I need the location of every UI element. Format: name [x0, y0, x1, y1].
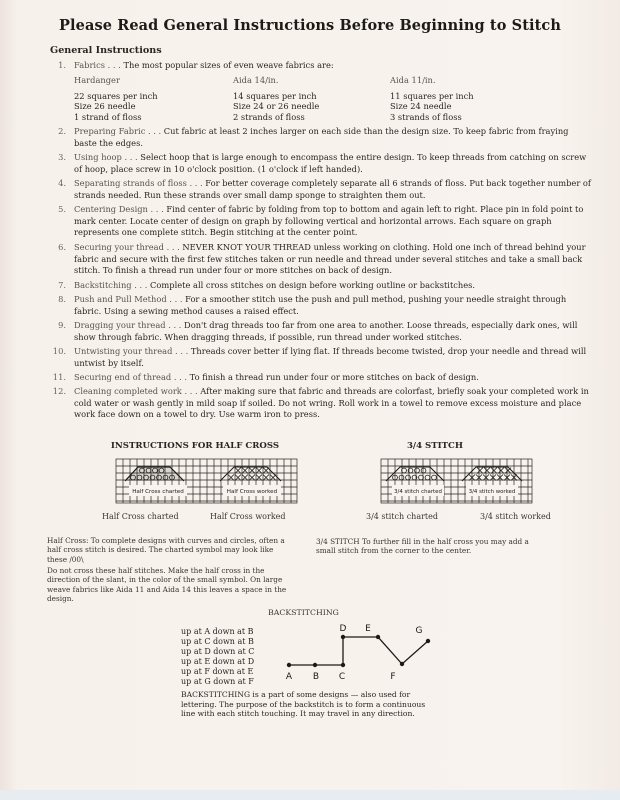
instruction-item — [52, 204, 592, 239]
fabric-spec: 22 squares per inch — [74, 91, 158, 102]
caption-half-cross-charted: Half Cross charted — [102, 512, 179, 521]
inner-label-worked: 3/4 stitch worked — [468, 489, 516, 495]
backstitch-step: up at C down at B — [181, 637, 254, 646]
item-lead: Securing end of thread . . . — [74, 372, 188, 382]
backstitching-title: BACKSTITCHING — [268, 608, 339, 617]
item-number: 4. — [58, 178, 66, 188]
item-text: After making sure that fabric and threads are colorfast, briefly soak your completed work in cold water or wash gently in mild soap if soiled. Do not wring. Roll work in a towel to remove excess moisture and place work face down on a towel to dry. Use warm iron to press. — [74, 386, 589, 420]
item-text: For a smoother stitch use the push and pull method, pushing your needle straight through fabric. Using a sewing method causes a raised effect. — [74, 294, 567, 316]
backstitch-line — [289, 637, 428, 665]
fabric-spec: 11 squares per inch — [390, 91, 474, 102]
inner-label-worked: Half Cross worked — [226, 489, 278, 495]
point-d — [341, 635, 345, 639]
point-f — [400, 662, 404, 666]
backstitch-step: up at G down at F — [181, 677, 254, 686]
item-text: Complete all cross stitches on design before working outline or backstitches. — [147, 280, 476, 290]
charted-symbol — [406, 475, 411, 480]
grid-border — [381, 459, 532, 503]
item-lead: Using hoop . . . — [74, 152, 138, 162]
item-lead: Centering Design . . . — [74, 204, 164, 214]
caption-half-cross-worked: Half Cross worked — [210, 512, 286, 521]
fabric-spec: Size 24 needle — [390, 101, 452, 112]
grid-lines — [381, 459, 532, 503]
item-number: 6. — [58, 242, 66, 252]
charted-symbol — [432, 475, 437, 480]
half-cross-diagram — [115, 458, 300, 506]
item-lead: Securing your thread . . . — [74, 242, 180, 252]
point-c — [341, 663, 345, 667]
fabric-spec: 2 strands of floss — [233, 111, 305, 122]
backstitch-step: up at F down at E — [181, 667, 254, 676]
item-number: 7. — [58, 280, 66, 290]
section-heading: General Instructions — [50, 45, 162, 56]
item-text: For better coverage completely separate all 6 strands of floss. Put back together number of strands needed. Run these strands over small damp sponge to straighten them out. — [74, 178, 591, 200]
item-text: To finish a thread run under four or more stitches on back of design. — [187, 372, 479, 382]
label-g: G — [415, 626, 423, 636]
charted-symbol — [415, 468, 420, 473]
label-e: E — [365, 624, 371, 634]
instruction-item-fabrics — [52, 60, 592, 72]
fabric-spec: 3 strands of floss — [390, 111, 462, 122]
instruction-item — [52, 242, 592, 277]
item-text: Select hoop that is large enough to encompass the entire design. To keep threads from catching on screw of hoop, place screw in 10 o'clock position. (1 o'clock if left handed). — [74, 152, 587, 174]
item-text: Find center of fabric by folding from top to bottom and again left to right. Place pin in fold point to mark center. Locate center of design on graph by following vertical and horizontal arrows. Each square on graph represents one complete stitch. Begin stitching at the center point. — [74, 204, 584, 238]
item-lead: Backstitching . . . — [74, 280, 148, 290]
instruction-item — [52, 346, 592, 369]
fabric-name: Hardanger — [74, 75, 120, 85]
point-g — [426, 639, 430, 643]
item-text: The most popular sizes of even weave fabrics are: — [120, 60, 334, 70]
item-number: 3. — [58, 152, 66, 162]
three-quarter-title: 3/4 STITCH — [406, 441, 464, 451]
fabric-spec: Size 24 or 26 needle — [233, 101, 320, 112]
background-surface — [0, 790, 620, 800]
fabric-column — [74, 75, 158, 122]
item-number: 9. — [58, 320, 66, 330]
fabric-name: Aida 14/in. — [233, 75, 279, 85]
label-d: D — [339, 624, 347, 634]
item-number: 5. — [58, 204, 66, 214]
item-text: NEVER KNOT YOUR THREAD unless working on clothing. Hold one inch of thread behind your fabric and secure with the first few stitches taken or run needle and thread under several stitches and take a small back stitch. To finish a thread run under four or more stitches on back of design. — [74, 242, 586, 276]
item-lead: Push and Pull Method . . . — [74, 294, 183, 304]
backstitching-steps — [181, 627, 254, 687]
point-e — [376, 635, 380, 639]
instruction-item — [52, 294, 592, 317]
fabric-spec: Size 26 needle — [74, 101, 136, 112]
item-lead: Untwisting your thread . . . — [74, 346, 189, 356]
item-number: 8. — [58, 294, 66, 304]
item-lead: Dragging your thread . . . — [74, 320, 182, 330]
half-cross-note: Half Cross: To complete designs with curves and circles, often a half cross stitch is desired. The charted symbol may look like these /00\ — [47, 536, 285, 564]
item-number: 10. — [52, 346, 66, 356]
charted-symbol — [425, 475, 430, 480]
page-title: Please Read General Instructions Before Beginning to Stitch — [59, 17, 561, 34]
instruction-item — [52, 386, 592, 421]
instruction-item — [52, 152, 592, 175]
item-number: 2. — [58, 126, 66, 136]
backstitch-step: up at D down at C — [181, 647, 255, 656]
instruction-item — [52, 372, 592, 384]
label-a: A — [285, 672, 293, 680]
backstitch-step: up at E down at D — [181, 657, 255, 666]
label-b: B — [312, 672, 320, 680]
item-number: 11. — [52, 372, 66, 382]
half-cross-title: INSTRUCTIONS FOR HALF CROSS — [110, 441, 280, 451]
item-number: 12. — [52, 386, 66, 396]
item-lead: Separating strands of floss . . . — [74, 178, 203, 188]
fabric-column — [233, 75, 319, 122]
backstitching-description: BACKSTITCHING is a part of some designs — also used for lettering. The purpose of the backstitch is to form a continuous line with each stitch touching. It may travel in any direction. — [181, 690, 426, 719]
backstitch-diagram — [280, 620, 440, 680]
item-text: Threads cover better if lying flat. If threads become twisted, drop your needle and thread will untwist by itself. — [74, 346, 587, 368]
three-quarter-diagram — [380, 458, 535, 506]
item-text: Don't drag threads too far from one area to another. Loose threads, especially dark ones, will show through fabric. When dragging threads, if possible, run thread under worked stitches. — [74, 320, 578, 342]
item-lead: Fabrics . . . — [74, 60, 121, 70]
item-lead: Preparing Fabric . . . — [74, 126, 162, 136]
instruction-item — [52, 126, 592, 149]
charted-symbol — [421, 468, 426, 473]
inner-label-charted: 3/4 stitch charted — [394, 489, 442, 495]
inner-label-charted: Half Cross charted — [132, 489, 184, 495]
charted-symbol — [399, 475, 404, 480]
label-f: F — [390, 672, 396, 680]
fabric-name: Aida 11/in. — [390, 75, 436, 85]
label-c: C — [338, 672, 346, 680]
caption-three-quarter-worked: 3/4 stitch worked — [480, 512, 551, 521]
caption-three-quarter-charted: 3/4 stitch charted — [366, 512, 438, 521]
point-b — [313, 663, 317, 667]
backstitch-step: up at A down at B — [181, 627, 254, 636]
point-a — [287, 663, 291, 667]
fabric-spec: 1 strand of floss — [74, 111, 142, 122]
item-text: Cut fabric at least 2 inches larger on each side than the design size. To keep fabric from fraying baste the edges. — [74, 126, 569, 148]
item-number: 1. — [58, 60, 66, 70]
half-cross-note-2: Do not cross these half stitches. Make the half cross in the direction of the slant, in the color of the small symbol. On large weave fabrics like Aida 11 and Aida 14 this leaves a space in the design. — [47, 566, 287, 604]
instruction-item — [52, 280, 592, 292]
fabric-column — [390, 75, 474, 122]
fabric-spec: 14 squares per inch — [233, 91, 317, 102]
three-quarter-note: 3/4 STITCH To further fill in the half cross you may add a small stitch from the corner to the center. — [316, 537, 529, 556]
item-lead: Cleaning completed work . . . — [74, 386, 198, 396]
instruction-item — [52, 178, 592, 201]
instruction-item — [52, 320, 592, 343]
